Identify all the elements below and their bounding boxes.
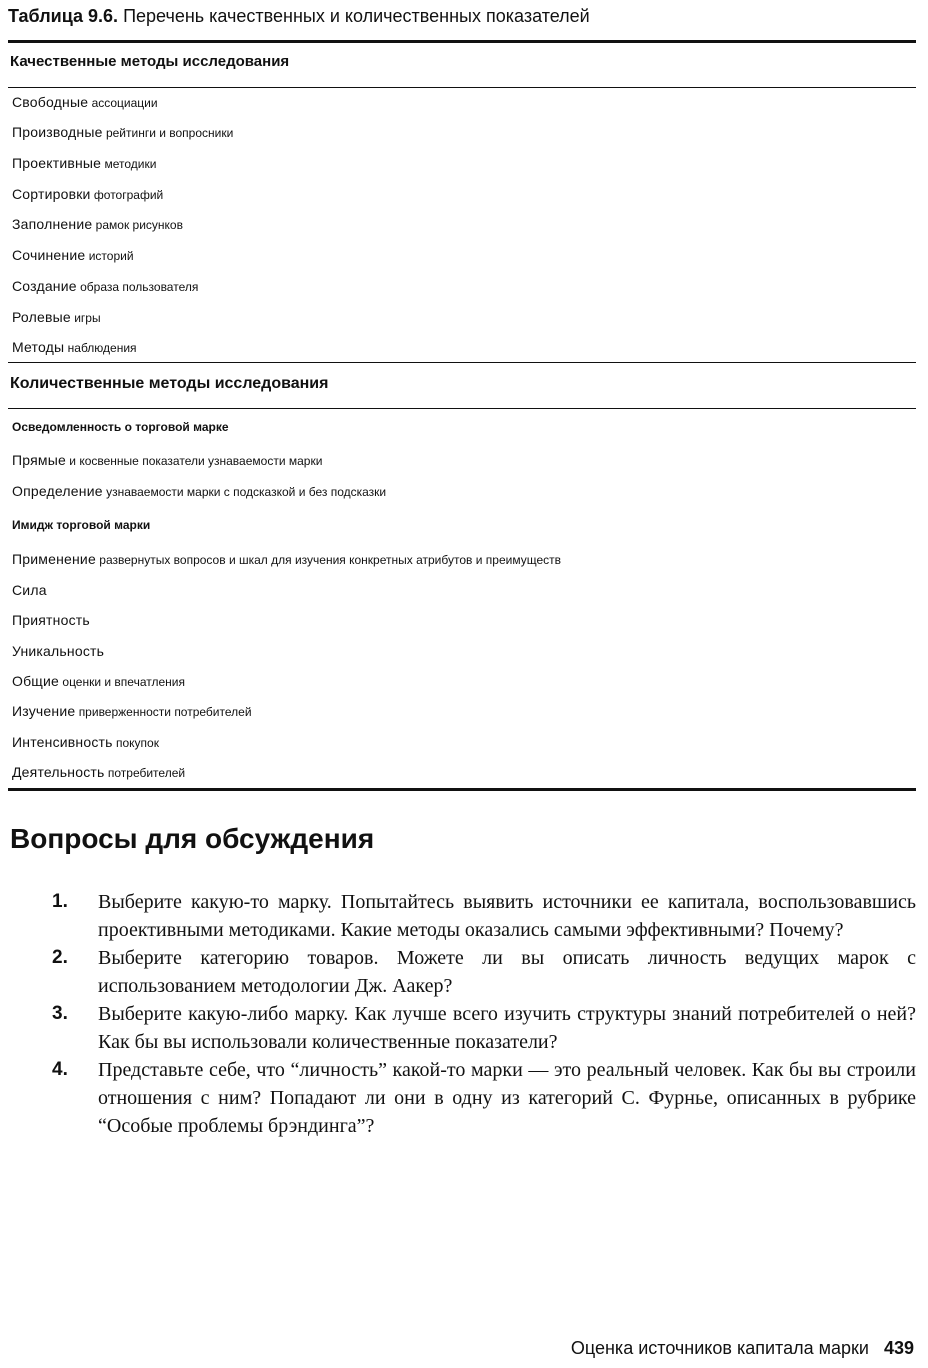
question-number: 1.	[52, 891, 68, 912]
table-caption-number: Таблица 9.6.	[8, 6, 119, 26]
table-row: Изучение приверженности потребителей	[12, 703, 252, 719]
quantitative-heading-rule	[8, 408, 916, 409]
table-row: Ролевые игры	[12, 309, 101, 325]
table-caption-text: Перечень качественных и количественных показателей	[123, 6, 590, 26]
list-item	[52, 944, 916, 1000]
table-row: Сила	[12, 582, 47, 598]
table-row: Общие оценки и впечатления	[12, 673, 185, 689]
question-number: 3.	[52, 1003, 68, 1024]
page-footer	[571, 1336, 914, 1360]
table-row: Создание образа пользователя	[12, 278, 199, 294]
list-item	[52, 1056, 916, 1140]
list-item	[52, 1000, 916, 1056]
question-text: Представьте себе, что “личность” какой-то марки — это реальный человек. Как бы вы строили отношения с ним? Попадают ли они в одну из категорий С. Фурнье, описанных в рубрике “Особые проблемы брэндинга”?	[98, 1059, 916, 1137]
discussion-questions	[52, 888, 916, 1140]
table-row: Производные рейтинги и вопросники	[12, 124, 234, 140]
table-bottom-rule	[8, 788, 916, 791]
table-row: Уникальность	[12, 643, 105, 659]
table-top-rule	[8, 40, 916, 43]
question-number: 2.	[52, 947, 68, 968]
table-row: Сортировки фотографий	[12, 186, 164, 202]
quantitative-heading: Количественные методы исследования	[10, 375, 329, 392]
table-row: Проективные методики	[12, 155, 157, 171]
table-row: Методы наблюдения	[12, 339, 137, 355]
table-row: Определение узнаваемости марки с подсказкой и без подсказки	[12, 483, 387, 499]
table-row: Деятельность потребителей	[12, 764, 186, 780]
question-text: Выберите категорию товаров. Можете ли вы описать личность ведущих марок с использованием методологии Дж. Аакер?	[98, 947, 916, 997]
table-caption	[8, 4, 918, 28]
quantitative-top-rule	[8, 362, 916, 363]
table-row: Приятность	[12, 612, 90, 628]
table-row: Свободные ассоциации	[12, 94, 158, 110]
table-row: Сочинение историй	[12, 247, 134, 263]
qualitative-heading-rule	[8, 87, 916, 88]
table-row: Применение развернутых вопросов и шкал для изучения конкретных атрибутов и преимуществ	[12, 551, 561, 567]
table-row: Прямые и косвенные показатели узнаваемости марки	[12, 452, 323, 468]
question-text: Выберите какую-то марку. Попытайтесь выявить источники ее капитала, воспользовавшись проективными методиками. Какие методы оказались самыми эффективными? Почему?	[98, 891, 916, 941]
awareness-subheading: Осведомленность о торговой марке	[12, 420, 229, 434]
qualitative-heading: Качественные методы исследования	[10, 53, 290, 70]
question-number: 4.	[52, 1059, 68, 1080]
table-row: Заполнение рамок рисунков	[12, 216, 183, 232]
list-item	[52, 888, 916, 944]
question-text: Выберите какую-либо марку. Как лучше всего изучить структуры знаний потребителей о ней? Как бы вы использовали количественные показатели?	[98, 1003, 916, 1053]
image-subheading: Имидж торговой марки	[12, 518, 151, 532]
page-number: 439	[883, 1338, 914, 1358]
discussion-title: Вопросы для обсуждения	[10, 823, 375, 854]
table-row: Интенсивность покупок	[12, 734, 159, 750]
running-title: Оценка источников капитала марки	[570, 1338, 869, 1358]
